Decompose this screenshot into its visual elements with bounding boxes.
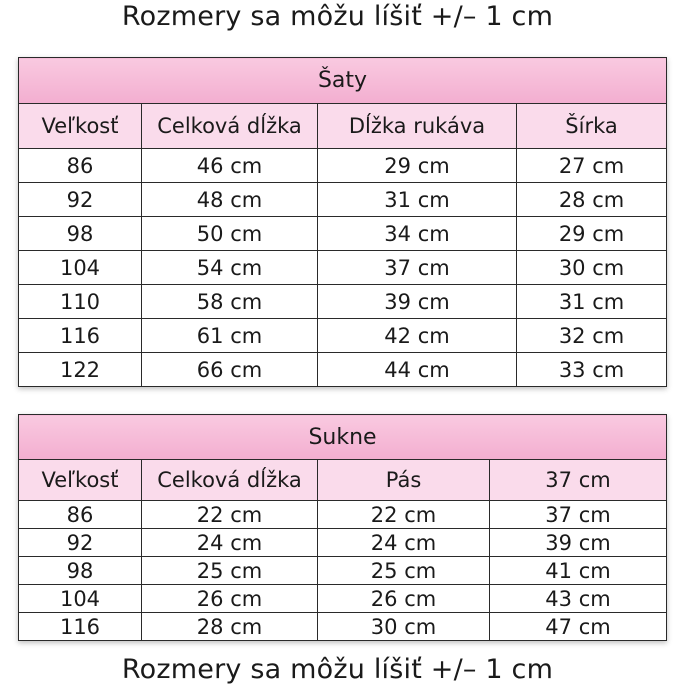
dress-cell-width: 29 cm [517,217,667,251]
skirt-header-total-length: Celková dĺžka [142,460,318,501]
dress-cell-size: 116 [19,319,142,353]
table-row [19,183,667,217]
dress-header-width: Šírka [517,104,667,149]
skirt-cell-fourth-column: 47 cm [490,613,667,641]
skirt-cell-total-length: 26 cm [142,585,318,613]
dress-cell-width: 27 cm [517,149,667,183]
dress-header-sleeve-length: Dĺžka rukáva [318,104,517,149]
skirt-cell-waist: 30 cm [318,613,490,641]
skirt-cell-size: 98 [19,557,142,585]
dress-table-title: Šaty [19,58,667,104]
skirt-cell-fourth-column: 39 cm [490,529,667,557]
skirt-cell-total-length: 24 cm [142,529,318,557]
dress-cell-total-length: 66 cm [142,353,318,387]
dress-cell-sleeve-length: 37 cm [318,251,517,285]
skirt-cell-waist: 22 cm [318,501,490,529]
dress-cell-sleeve-length: 44 cm [318,353,517,387]
table-row [19,557,667,585]
skirt-header-size: Veľkosť [19,460,142,501]
skirt-cell-waist: 24 cm [318,529,490,557]
dress-cell-width: 33 cm [517,353,667,387]
dress-cell-size: 92 [19,183,142,217]
skirt-header-waist: Pás [318,460,490,501]
table-row [19,285,667,319]
dress-cell-total-length: 54 cm [142,251,318,285]
table-row [19,613,667,641]
table-row [19,217,667,251]
dress-cell-total-length: 61 cm [142,319,318,353]
table-row [19,501,667,529]
skirt-cell-size: 92 [19,529,142,557]
dress-cell-sleeve-length: 29 cm [318,149,517,183]
skirt-cell-size: 86 [19,501,142,529]
size-tolerance-note-top: Rozmery sa môžu líšiť +/– 1 cm [121,1,554,32]
dress-cell-size: 110 [19,285,142,319]
dress-cell-size: 122 [19,353,142,387]
table-row [19,251,667,285]
dress-cell-width: 32 cm [517,319,667,353]
skirt-header-fourth-column: 37 cm [490,460,667,501]
skirt-cell-fourth-column: 41 cm [490,557,667,585]
skirt-cell-total-length: 25 cm [142,557,318,585]
skirt-cell-waist: 26 cm [318,585,490,613]
table-row [19,319,667,353]
skirt-cell-total-length: 28 cm [142,613,318,641]
size-tolerance-note-bottom: Rozmery sa môžu líšiť +/– 1 cm [121,654,554,685]
dress-cell-total-length: 50 cm [142,217,318,251]
dress-cell-sleeve-length: 31 cm [318,183,517,217]
skirt-size-table [18,414,667,641]
dress-cell-width: 31 cm [517,285,667,319]
skirt-cell-fourth-column: 37 cm [490,501,667,529]
table-row [19,353,667,387]
skirt-cell-size: 116 [19,613,142,641]
skirt-table-title: Sukne [19,415,667,460]
skirt-cell-waist: 25 cm [318,557,490,585]
table-row [19,529,667,557]
table-row [19,585,667,613]
dress-cell-sleeve-length: 34 cm [318,217,517,251]
dress-cell-total-length: 46 cm [142,149,318,183]
dress-cell-width: 30 cm [517,251,667,285]
skirt-cell-fourth-column: 43 cm [490,585,667,613]
dress-header-row [19,104,667,149]
dress-header-size: Veľkosť [19,104,142,149]
dress-cell-sleeve-length: 42 cm [318,319,517,353]
table-row [19,149,667,183]
dress-cell-size: 98 [19,217,142,251]
skirt-cell-size: 104 [19,585,142,613]
dress-cell-size: 104 [19,251,142,285]
skirt-cell-total-length: 22 cm [142,501,318,529]
skirt-header-row [19,460,667,501]
dress-header-total-length: Celková dĺžka [142,104,318,149]
dress-cell-width: 28 cm [517,183,667,217]
dress-cell-total-length: 58 cm [142,285,318,319]
dress-cell-size: 86 [19,149,142,183]
dress-cell-total-length: 48 cm [142,183,318,217]
dress-size-table [18,57,667,387]
dress-cell-sleeve-length: 39 cm [318,285,517,319]
